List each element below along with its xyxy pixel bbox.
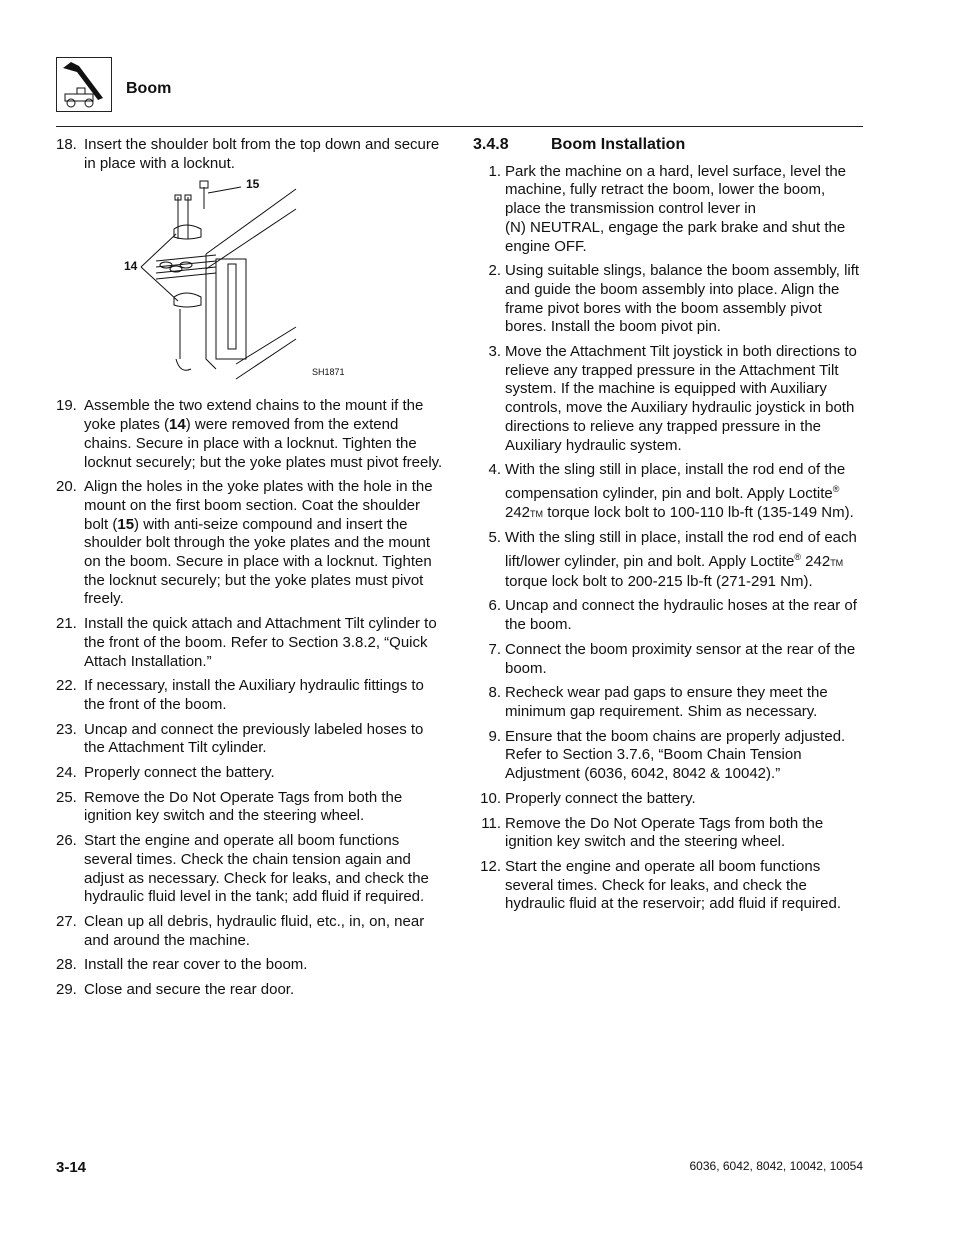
telehandler-logo-icon <box>56 57 112 112</box>
section-title: Boom Installation <box>551 136 686 153</box>
list-item: 24. Properly connect the battery. <box>56 764 275 782</box>
figure-id: SH1871 <box>312 367 345 378</box>
list-item: 29. Close and secure the rear door. <box>56 981 295 999</box>
list-item: 1. Park the machine on a hard, level surface, level the machine, fully retract the boom, lower the boom, place the transmission control lever in (N) NEUTRAL, engage the park brake and shut the engine OFF. <box>488 162 847 255</box>
list-item: 23. Uncap and connect the previously labeled hoses to the Attachment Tilt cylinder. <box>56 720 424 757</box>
list-item: 8. Recheck wear pad gaps to ensure they meet the minimum gap requirement. Shim as necessary. <box>488 684 828 720</box>
right-column <box>473 136 865 920</box>
section-name: Boom <box>126 80 172 97</box>
list-item: 5. With the sling still in place, install the rod end of each lift/lower cylinder, pin and bolt. Apply Loctite® 242TM torque lock bolt to 200-215 lb-ft (271-291 Nm). <box>488 529 857 590</box>
list-item: 10. Properly connect the battery. <box>480 789 696 807</box>
model-list: 6036, 6042, 8042, 10042, 10054 <box>689 1159 863 1173</box>
list-item: 19. Assemble the two extend chains to the mount if the yoke plates (14) were removed from the extend chains. Secure in place with a locknut. Tighten the locknut securely; but the yoke plates must pivot freely. <box>56 397 443 471</box>
list-item: 12. Start the engine and operate all boom functions several times. Check for leaks, and check the hydraulic fluid at the reservoir; add fluid if required. <box>480 857 842 913</box>
list-item: 9. Ensure that the boom chains are properly adjusted. Refer to Section 3.7.6, “Boom Chain Tension Adjustment (6036, 6042, 8042 & 10042).” <box>488 727 846 783</box>
list-item: 11. Remove the Do Not Operate Tags from both the ignition key switch and the steering wheel. <box>481 814 824 851</box>
subsection-heading <box>473 136 865 155</box>
callout-15: 15 <box>246 177 260 192</box>
section-number: 3.4.8 <box>473 136 509 153</box>
list-item: 4. With the sling still in place, install the rod end of the compensation cylinder, pin and bolt. Apply Loctite® 242TM torque lock bolt to 100-110 lb-ft (135-149 Nm). <box>488 461 854 521</box>
list-item: 27. Clean up all debris, hydraulic fluid, etc., in, on, near and around the machine. <box>56 912 425 949</box>
list-item: 18. Insert the shoulder bolt from the top down and secure in place with a locknut. <box>56 136 440 172</box>
callout-14: 14 <box>124 259 138 274</box>
yoke-plate-illustration <box>116 179 436 389</box>
list-item: 6. Uncap and connect the hydraulic hoses at the rear of the boom. <box>488 597 857 634</box>
list-item: 3. Move the Attachment Tilt joystick in both directions to relieve any trapped pressure in the Attachment Tilt system. If the machine is equipped with Auxiliary controls, move the Auxiliary hydraulic joystick in both directions to relieve any trapped pressure in the Auxiliary hydraulic system. <box>488 343 857 454</box>
list-item: 7. Connect the boom proximity sensor at the rear of the boom. <box>488 640 856 677</box>
list-item: 22. If necessary, install the Auxiliary hydraulic fittings to the front of the boom. <box>56 677 424 713</box>
left-column <box>56 136 446 1006</box>
list-item: 2. Using suitable slings, balance the boom assembly, lift and guide the boom assembly into place. Align the frame pivot bores with the boom assembly pivot bores. Install the boom pivot pin. <box>488 262 860 336</box>
header-divider <box>56 126 863 127</box>
list-item: 28. Install the rear cover to the boom. <box>56 956 308 974</box>
list-item: 26. Start the engine and operate all boom functions several times. Check the chain tension again and adjust as necessary. Check for leaks, and check the hydraulic fluid level in the tank; add fluid if required. <box>56 832 429 906</box>
list-item: 25. Remove the Do Not Operate Tags from both the ignition key switch and the steering wheel. <box>56 788 403 825</box>
page-number: 3-14 <box>56 1159 87 1176</box>
yoke-plate-figure <box>116 179 436 389</box>
list-item: 21. Install the quick attach and Attachment Tilt cylinder to the front of the boom. Refer to Section 3.8.2, “Quick Attach Installation.” <box>56 615 437 670</box>
list-item: 20. Align the holes in the yoke plates with the hole in the mount on the first boom section. Coat the shoulder bolt (15) with anti-seize compound and insert the shoulder bolt through the yoke plates and the mount on the boom. Secure in place with a locknut. Tighten the locknut securely; but the yoke plates must pivot freely. <box>56 478 433 608</box>
